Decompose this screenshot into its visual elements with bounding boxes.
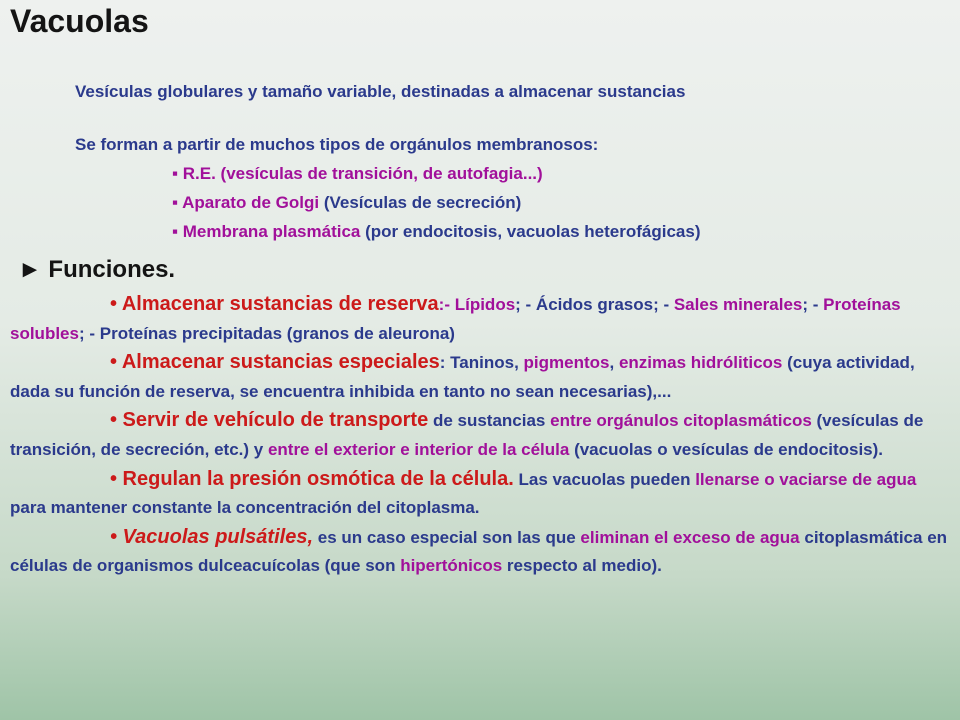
bullet-icon: ▪ (172, 193, 183, 212)
text-segment: enzimas hidróliticos (618, 353, 783, 373)
text-segment: de sustancias (428, 411, 551, 431)
text-segment: respecto al medio). (502, 556, 662, 576)
text-segment: entre orgánulos citoplasmáticos (550, 411, 812, 431)
function-title: • Almacenar sustancias de reserva (110, 293, 439, 315)
text-segment: Proteínas solubles (10, 295, 901, 343)
text-segment: Las vacuolas pueden (513, 469, 696, 489)
text-segment: citoplasmática en células de organismos dulceacuícolas (que son (10, 527, 948, 576)
function-title: • Regulan la presión osmótica de la célula. (110, 467, 514, 490)
text-segment: Aparato de Golgi (182, 193, 320, 212)
text-segment: hipertónicos (400, 556, 503, 576)
text-segment: R.E. (182, 164, 216, 183)
text-segment: entre el exterior e interior de la célula (267, 439, 570, 459)
origin-item-golgi (172, 193, 521, 213)
text-segment: ; - Proteínas precipitadas (granos de aleurona) (78, 323, 455, 343)
bullet-icon: ▪ (172, 164, 183, 183)
text-segment: llenarse o vaciarse de agua (695, 469, 917, 489)
text-segment: , (609, 353, 619, 373)
function-title: • Vacuolas pulsátiles, (110, 525, 314, 548)
function-transport (10, 406, 948, 464)
text-segment: Sales minerales (673, 295, 803, 314)
text-segment: pigmentos (523, 353, 610, 373)
functions-list (10, 290, 948, 581)
text-segment: ; - Ácidos grasos; - (515, 295, 674, 314)
text-segment: Membrana plasmática (182, 222, 361, 241)
text-segment: (Vesículas de secreción) (319, 193, 522, 212)
slide-title: Vacuolas (10, 3, 149, 39)
functions-heading: ► Funciones. (18, 256, 176, 283)
function-reserve (10, 290, 948, 348)
function-title: • Servir de vehículo de transporte (110, 409, 429, 432)
text-segment: (vesículas de transición, de secreción, etc.) y (10, 411, 924, 459)
function-title: • Almacenar sustancias especiales (110, 351, 440, 374)
text-segment: para mantener constante la concentración del citoplasma. (10, 498, 480, 518)
intro-line-origin: Se forman a partir de muchos tipos de orgánulos membranosos: (75, 135, 599, 154)
text-segment: (vacuolas o vesículas de endocitosis). (569, 439, 884, 459)
text-segment: eliminan el exceso de agua (580, 527, 800, 547)
text-segment: es un caso especial son las que (313, 527, 581, 547)
function-osmotic (10, 465, 948, 523)
function-special (10, 348, 948, 406)
text-segment: (vesículas de transición, de autofagia...) (215, 164, 543, 183)
function-pulsatile (10, 523, 948, 581)
text-segment: ; - (802, 295, 824, 314)
text-segment: (por endocitosis, vacuolas heterofágicas) (360, 222, 701, 241)
intro-line-description: Vesículas globulares y tamaño variable, destinadas a almacenar sustancias (75, 82, 686, 101)
origin-item-membrane (172, 222, 700, 242)
text-segment: : Taninos, (439, 353, 524, 373)
bullet-icon: ▪ (172, 222, 183, 241)
origin-item-re (172, 164, 543, 184)
text-segment: :- Lípidos (438, 295, 516, 314)
text-segment: (cuya actividad, dada su función de reserva, se encuentra inhibida en tanto no sean necesarias),... (10, 353, 915, 401)
